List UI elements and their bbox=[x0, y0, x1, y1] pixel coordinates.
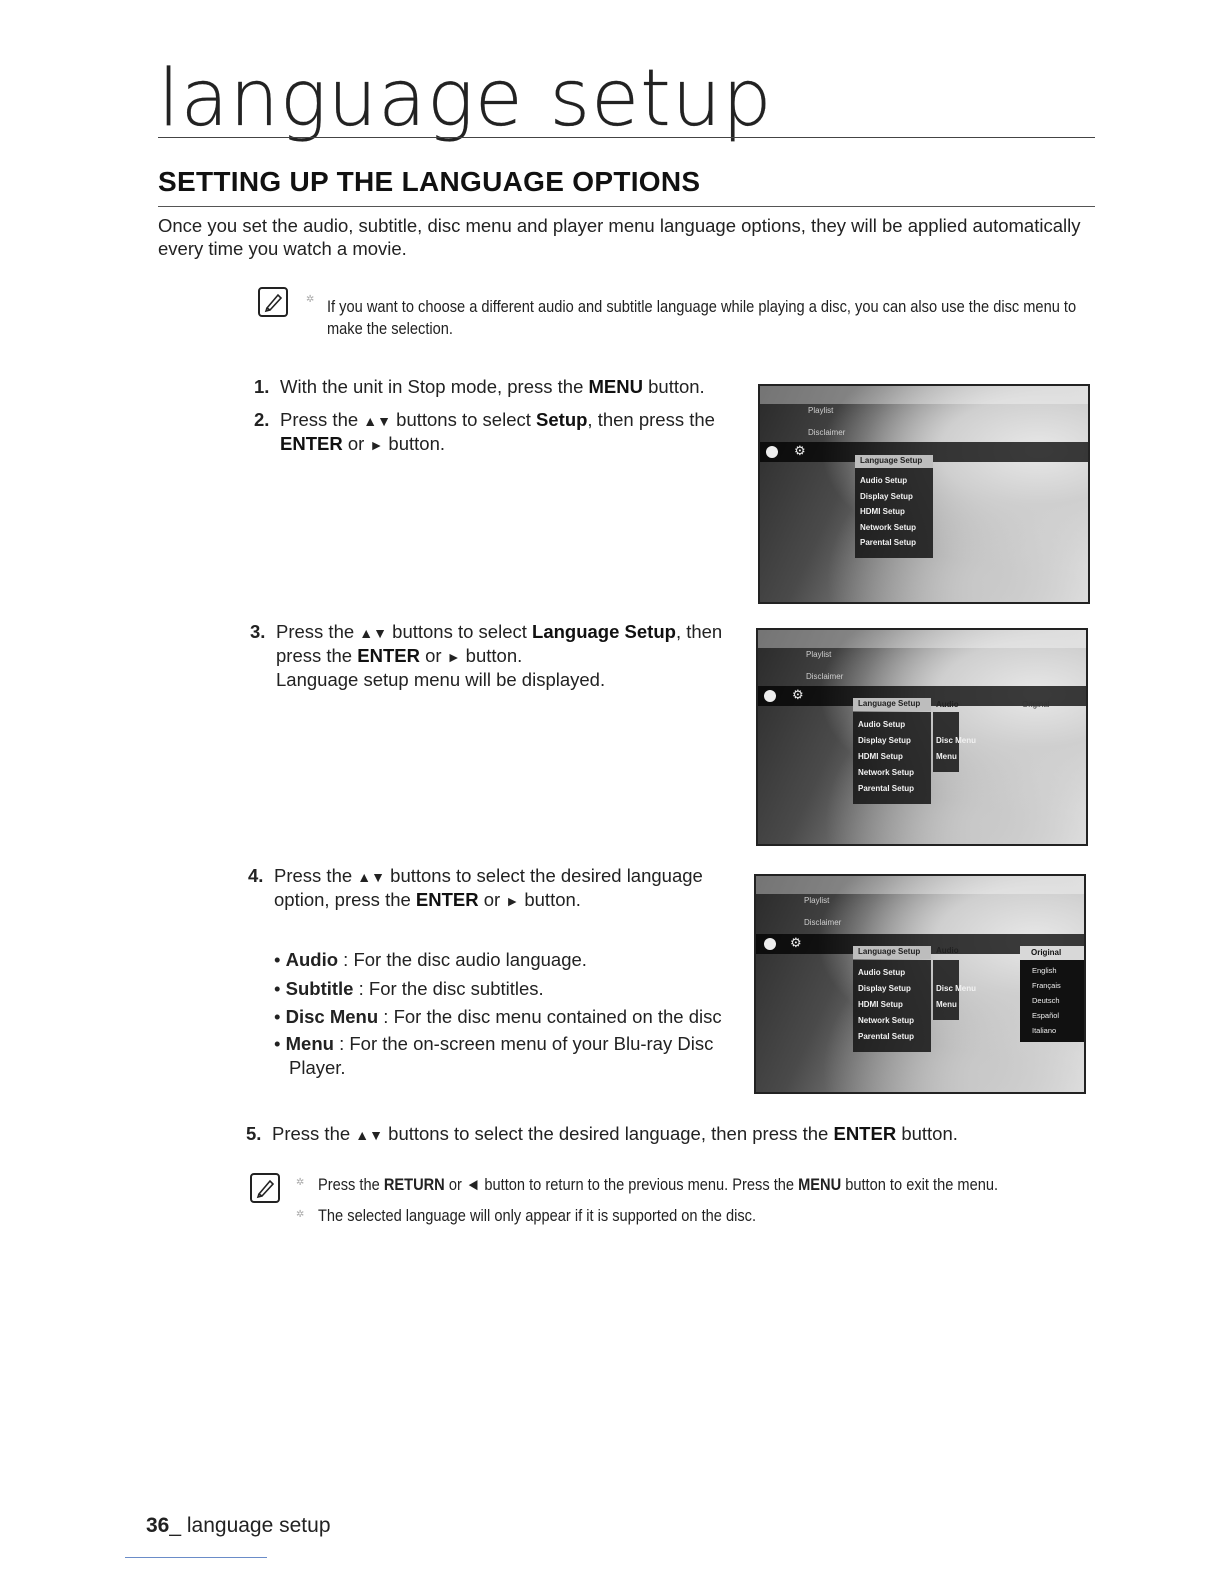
disc-icon bbox=[764, 690, 776, 702]
note-icon bbox=[250, 1173, 280, 1203]
note-icon bbox=[258, 287, 288, 317]
disc-icon bbox=[764, 938, 776, 950]
step-5: 5. Press the ▲▼ buttons to select the desired language, then press the ENTER button. bbox=[246, 1123, 958, 1144]
option-disc-menu: • Disc Menu : For the disc menu contained on the disc bbox=[274, 1006, 722, 1028]
section-heading: SETTING UP THE LANGUAGE OPTIONS bbox=[158, 166, 701, 197]
option-audio: • Audio : For the disc audio language. bbox=[274, 949, 587, 970]
step-3: 3. Press the ▲▼ buttons to select Language Setup, then press the ENTER or ► button. Language setup menu will be displayed. bbox=[250, 621, 723, 691]
step-1: 1. With the unit in Stop mode, press the MENU button. bbox=[254, 376, 705, 397]
section-rule bbox=[158, 206, 1095, 207]
step-4: 4. Press the ▲▼ buttons to select the desired language option, press the ENTER or ► button. bbox=[248, 865, 703, 911]
intro-paragraph: Once you set the audio, subtitle, disc menu and player menu language options, they will be applied automatically every time you watch a movie. bbox=[158, 215, 1081, 260]
page-title: language setup bbox=[158, 54, 773, 144]
gear-icon: ⚙ bbox=[794, 443, 806, 458]
screenshot-audio-dropdown: Playlist Disclaimer ⚙ Language Setup Audio Setup Display Setup HDMI Setup Network Setup Parental Setup Audio Disc Menu Menu Original English Français Deutsch Español Italiano bbox=[754, 874, 1086, 1094]
step-2: 2. Press the ▲▼ buttons to select Setup, then press the ENTER or ► button. bbox=[254, 409, 715, 455]
disc-icon bbox=[766, 446, 778, 458]
gear-icon: ⚙ bbox=[792, 687, 804, 702]
option-menu: • Menu : For the on-screen menu of your Blu-ray Disc Player. bbox=[274, 1033, 714, 1079]
note-line-1: Press the RETURN or ◄ button to return to the previous menu. Press the MENU button to exit the menu. bbox=[318, 1175, 999, 1194]
gear-icon: ⚙ bbox=[790, 935, 802, 950]
title-rule bbox=[158, 137, 1095, 138]
screenshot-language-menu: Playlist Disclaimer ⚙ Language Setup Audio Setup Display Setup HDMI Setup Network Setup Parental Setup Audio Disc Menu Menu Original bbox=[756, 628, 1088, 846]
bullet-mark: ✲ bbox=[306, 294, 315, 305]
footer-rule bbox=[125, 1557, 267, 1558]
page-footer: 36_ language setup bbox=[146, 1514, 331, 1537]
bullet-mark: ✲ bbox=[296, 1177, 305, 1188]
note-text: If you want to choose a different audio and subtitle language while playing a disc, you can also use the disc menu to make the selection. bbox=[327, 297, 1077, 339]
screenshot-setup-menu: Playlist Disclaimer ⚙ Language Setup Audio Setup Display Setup HDMI Setup Network Setup Parental Setup bbox=[758, 384, 1090, 604]
option-subtitle: • Subtitle : For the disc subtitles. bbox=[274, 977, 544, 999]
bullet-mark: ✲ bbox=[296, 1209, 305, 1220]
option-list bbox=[274, 946, 754, 1080]
note-line-2: The selected language will only appear if it is supported on the disc. bbox=[318, 1206, 757, 1225]
